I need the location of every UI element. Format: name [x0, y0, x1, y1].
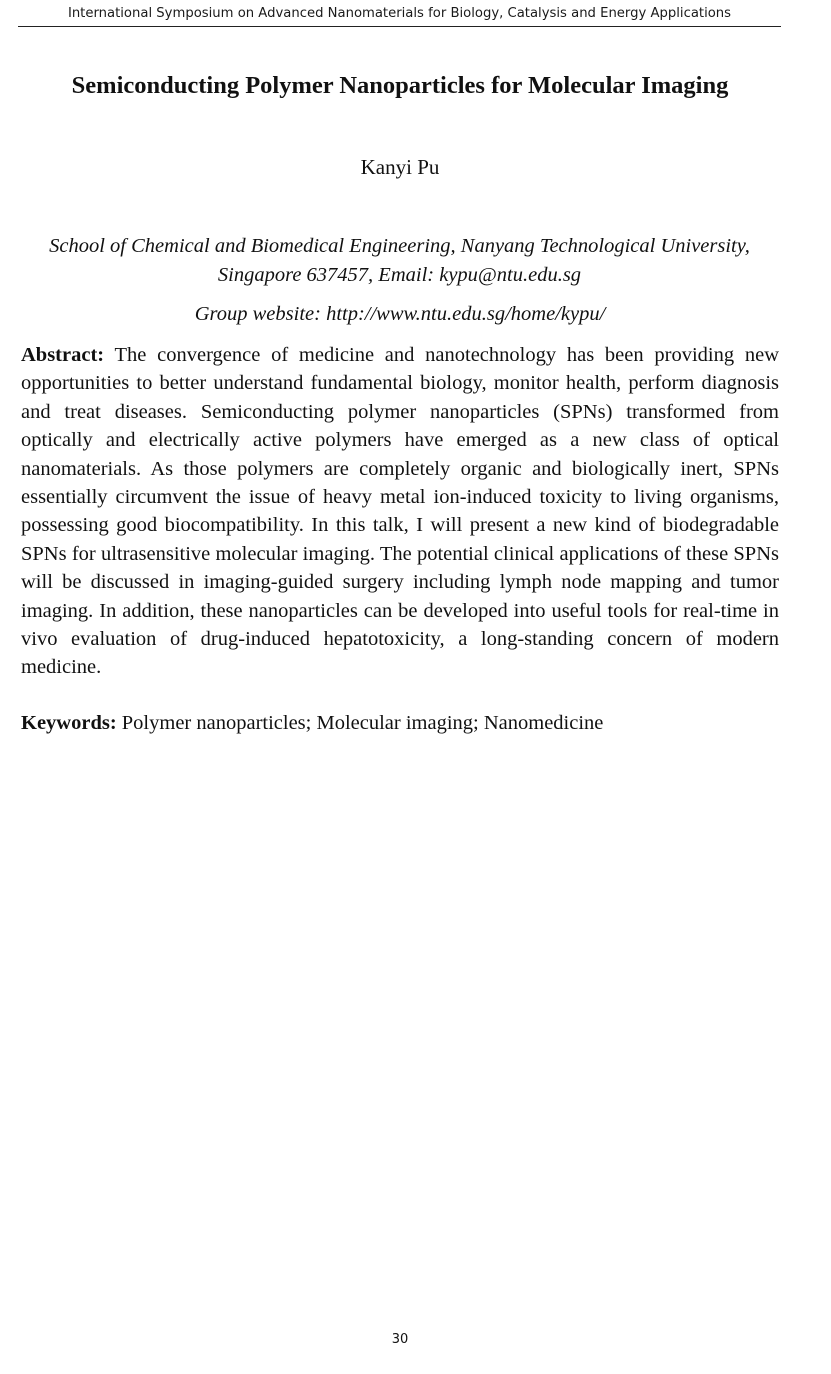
group-website: Group website: http://www.ntu.edu.sg/home/kypu/: [194, 303, 606, 325]
affiliation-line-1: School of Chemical and Biomedical Engineering, Nanyang Technological University,: [49, 235, 750, 257]
keywords-paragraph: [21, 709, 779, 738]
abstract-label: Abstract:: [21, 344, 105, 366]
keywords-label: Keywords:: [21, 712, 117, 734]
abstract-text: The convergence of medicine and nanotechnology has been providing new opportunities to better understand fundamental biology, monitor health, perform diagnosis and treat diseases. Semiconducting polymer nanoparticles (SPNs) transformed from optically and electrically active polymers have emerged as a new class of optical nanomaterials. As those polymers are completely organic and biologically inert, SPNs essentially circumvent the issue of heavy metal ion-induced toxicity to living organisms, possessing good biocompatibility. In this talk, I will present a new kind of biodegradable SPNs for ultrasensitive molecular imaging. The potential clinical applications of these SPNs will be discussed in imaging-guided surgery including lymph node mapping and tumor imaging. In addition, these nanoparticles can be developed into useful tools for real-time in vivo evaluation of drug-induced hepatotoxicity, a long-standing concern of modern medicine.: [21, 344, 779, 679]
affiliation-line-2: Singapore 637457, Email: kypu@ntu.edu.sg: [217, 264, 582, 286]
author-name: Kanyi Pu: [360, 155, 440, 179]
abstract-paragraph: [21, 341, 779, 682]
affiliation: [18, 232, 781, 290]
paper-title: Semiconducting Polymer Nanoparticles for Molecular Imaging: [71, 72, 729, 99]
keywords-text: Polymer nanoparticles; Molecular imaging; Nanomedicine: [121, 712, 604, 734]
running-header: International Symposium on Advanced Nanomaterials for Biology, Catalysis and Energy Applications: [18, 0, 781, 27]
page-number: 30: [391, 1332, 409, 1347]
